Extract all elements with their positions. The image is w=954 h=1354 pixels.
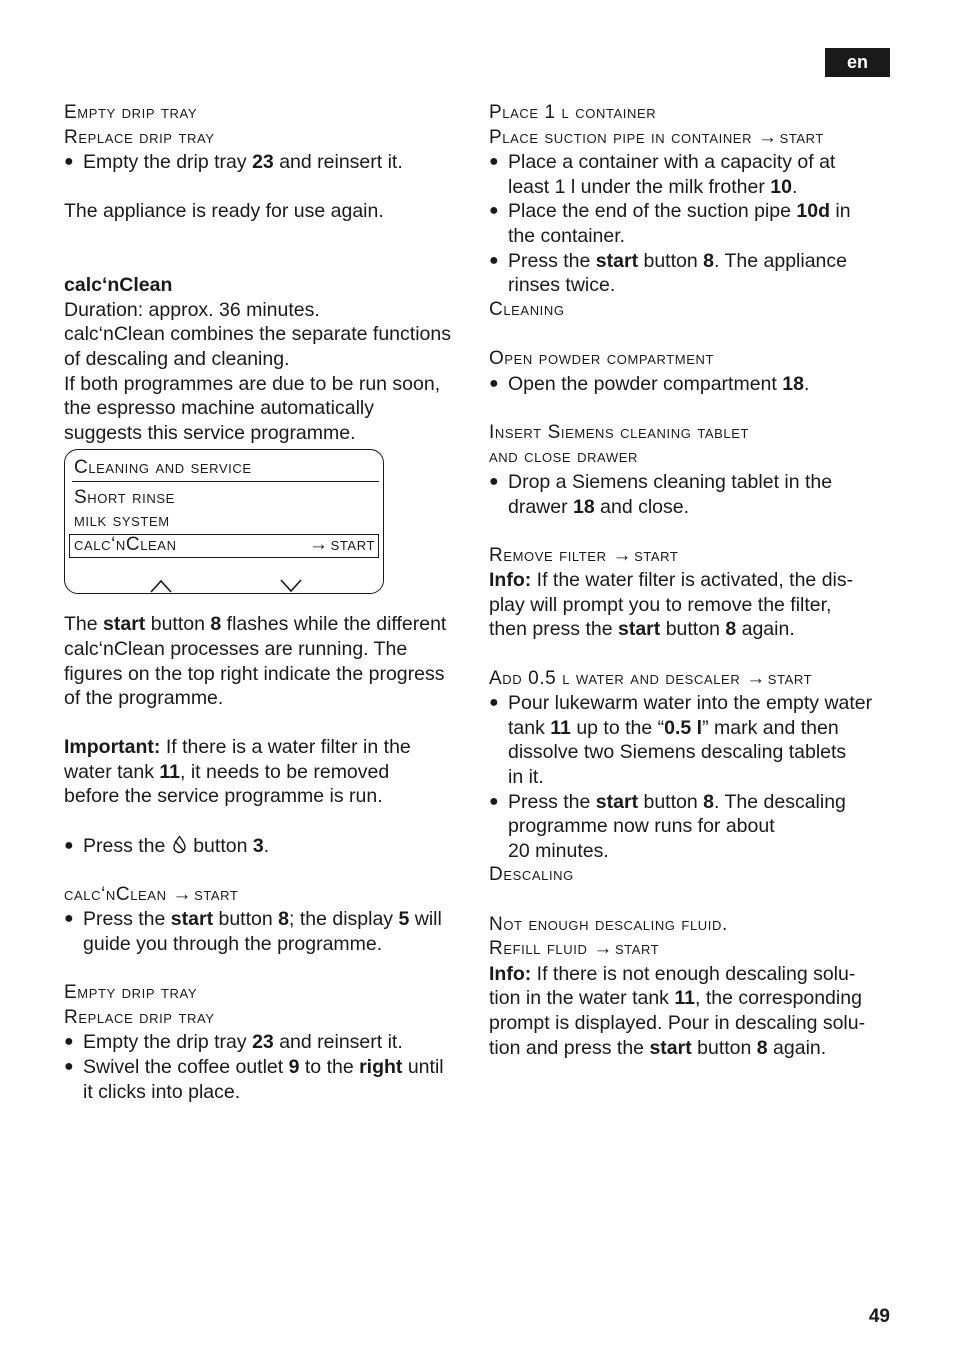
display-title-rule [72,481,379,482]
display-message: Place 1 l container [489,102,657,123]
chevron-down-icon [279,578,303,594]
display-title: Cleaning and service [74,457,252,479]
info-note: then press the start button 8 again. [489,618,795,641]
language-badge [825,48,890,77]
instruction-bullet-continued: it clicks into place. [83,1080,241,1103]
display-message: Add 0.5 l water and descaler → start [489,667,891,692]
info-note: tion in the water tank 11, the corresponding [489,987,862,1010]
instruction-bullet-continued: 20 minutes. [508,839,609,862]
instruction-bullet: ● Swivel the coffee outlet 9 to the right until [64,1055,466,1080]
body-text: of descaling and cleaning. [64,347,290,370]
display-message: Insert Siemens cleaning tablet [489,421,750,443]
instruction-bullet-continued: in it. [508,766,544,789]
display-illustration [64,449,384,594]
language-label: en [846,52,868,72]
instruction-bullet: ● Press the start button 8; the display 5 will [64,907,466,932]
page-number: 49 [868,1306,890,1327]
important-note: Important: If there is a water filter in the [64,736,411,759]
instruction-bullet: ● Empty the drip tray 23 and reinsert it. [64,150,466,175]
display-message: Empty drip tray [64,102,198,123]
arrow-right-icon: → [746,667,766,689]
instruction-bullet-continued: programme now runs for about [508,815,775,838]
display-message: Replace drip tray [64,126,215,148]
instruction-bullet: ● Empty the drip tray 23 and reinsert it. [64,1030,466,1055]
body-text: The appliance is ready for use again. [64,200,384,223]
body-text: calc‘nClean processes are running. The [64,637,408,660]
left-column [64,101,466,1104]
instruction-bullet: ● Place a container with a capacity of at [489,150,891,175]
arrow-right-icon: → [612,544,633,566]
arrow-right-icon: → [308,534,329,556]
display-message: Remove filter → start [489,544,891,569]
display-message: Replace drip tray [64,1006,215,1028]
display-message: Cleaning [489,298,565,320]
body-text: If both programmes are due to be run soon, [64,372,441,395]
display-message: and close drawer [489,446,638,468]
info-note: play will prompt you to remove the filter, [489,593,832,616]
info-note: Info: If there is not enough descaling solu- [489,962,856,985]
display-message: calc‘nClean → start [64,883,466,908]
instruction-bullet: ● Place the end of the suction pipe 10d in [489,199,891,224]
important-note: water tank 11, it needs to be removed [64,760,390,783]
instruction-bullet: ● Press the start button 8. The appliance [489,249,891,274]
instruction-bullet: ● Open the powder compartment 18. [489,372,891,397]
body-text: of the programme. [64,687,224,710]
instruction-bullet-continued: least 1 l under the milk frother 10. [508,175,798,198]
chevron-up-icon [149,578,173,594]
arrow-right-icon: → [172,883,193,905]
display-message: Open powder compartment [489,347,714,369]
instruction-bullet: ● Press the start button 8. The descaling [489,790,891,815]
instruction-bullet: ● Pour lukewarm water into the empty water [489,691,891,716]
instruction-bullet-continued: the container. [508,224,626,247]
info-note: Info: If the water filter is activated, the dis- [489,569,854,592]
body-text: the espresso machine automatically [64,397,374,420]
display-menu-item: milk system [74,510,170,532]
display-message: Descaling [489,864,574,886]
body-text: calc‘nClean combines the separate functions [64,323,451,346]
info-note: tion and press the start button 8 again. [489,1036,827,1059]
arrow-right-icon: → [593,938,613,960]
display-message: Empty drip tray [64,982,198,1004]
body-text: suggests this service programme. [64,421,356,444]
body-text: figures on the top right indicate the progress [64,662,445,685]
info-note: prompt is displayed. Pour in descaling solu- [489,1011,866,1034]
display-message: Refill fluid → start [489,937,891,962]
display-menu-item-selected: calc‘nClean → start [74,534,375,556]
display-message: Place suction pipe in container → start [489,126,891,151]
right-column [489,101,891,1060]
important-note: before the service programme is run. [64,785,383,808]
instruction-bullet: ● Drop a Siemens cleaning tablet in the [489,470,891,495]
display-message: Not enough descaling fluid. [489,913,728,935]
instruction-bullet-continued: drawer 18 and close. [508,495,690,518]
instruction-bullet: ● Press the button 3. [64,834,466,859]
arrow-right-icon: → [757,126,778,148]
care-button-icon [171,835,188,854]
section-heading: calc‘nClean [64,274,173,297]
body-text: The start button 8 flashes while the different [64,613,447,636]
instruction-bullet-continued: guide you through the programme. [83,933,383,956]
body-text: Duration: approx. 36 minutes. [64,298,320,321]
instruction-bullet-continued: rinses twice. [508,274,616,297]
instruction-bullet-continued: dissolve two Siemens descaling tablets [508,741,847,764]
display-menu-item: Short rinse [74,487,175,509]
instruction-bullet-continued: tank 11 up to the “0.5 l” mark and then [508,716,839,739]
